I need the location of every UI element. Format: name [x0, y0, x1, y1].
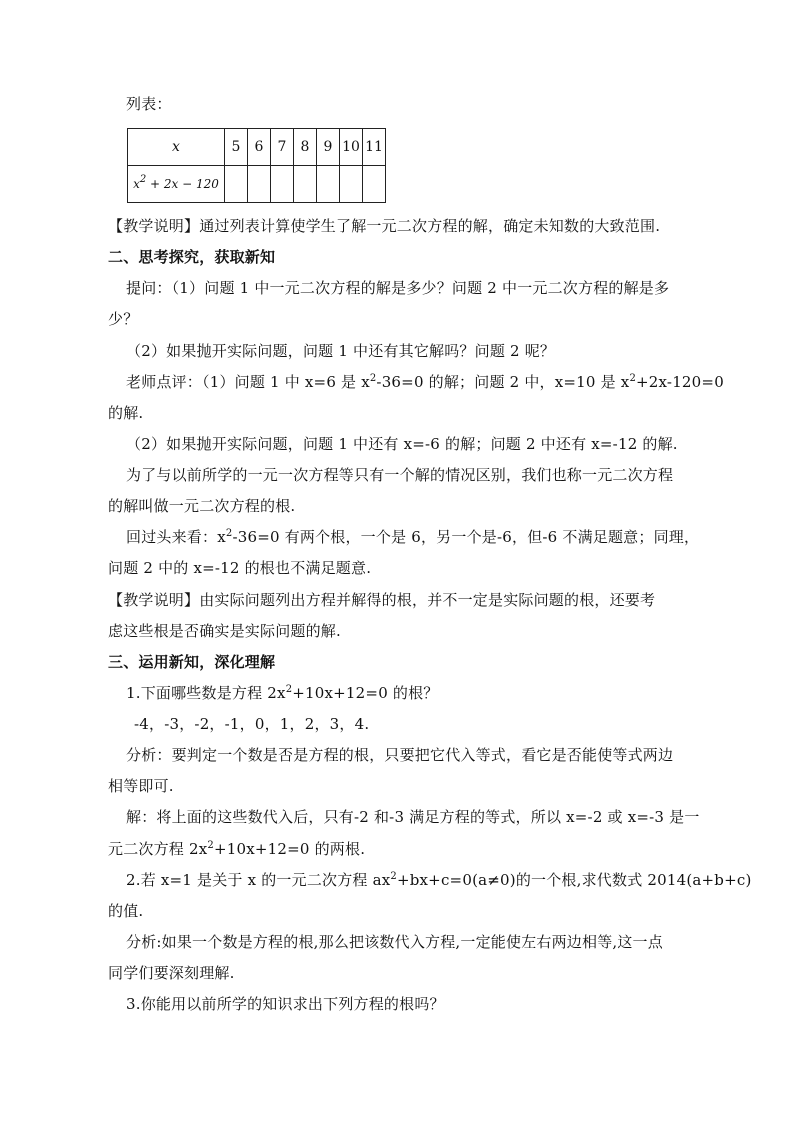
table-header-expression: $x^2 + 2x - 120$: [128, 166, 225, 203]
analysis-2: 分析:如果一个数是方程的根,那么把该数代入方程,一定能使左右两边相等,这一点: [126, 933, 663, 951]
paragraph: 老师点评：（1）问题 1 中 x=6 是 $x^2-36=0$ 的解；问题 2 中，x=10 是 $x^2+2x-120=0$: [126, 373, 724, 391]
question-1: 1.下面哪些数是方程 $2x^2+10x+12=0$ 的根？: [126, 684, 439, 702]
value-table: [127, 128, 386, 203]
table-cell-empty: [225, 166, 248, 203]
analysis-1: 相等即可.: [108, 777, 174, 795]
paragraph: 问题 2 中的 x=-12 的根也不满足题意.: [108, 559, 372, 577]
table-cell-empty: [317, 166, 340, 203]
table-cell-empty: [248, 166, 271, 203]
question-3: 3.你能用以前所学的知识求出下列方程的根吗？: [126, 995, 445, 1013]
question-1-numbers: -4，-3，-2，-1，0，1，2，3，4.: [134, 715, 370, 733]
solution-1: 元二次方程 $2x^2+10x+12=0$ 的两根.: [108, 840, 366, 858]
teaching-note-2: 【教学说明】由实际问题列出方程并解得的根，并不一定是实际问题的根，还要考: [108, 591, 656, 609]
analysis-2: 同学们要深刻理解.: [108, 964, 235, 982]
table-cell-empty: [294, 166, 317, 203]
question-2: 2.若 x=1 是关于 x 的一元二次方程 $ax^2+bx+c=0(a\ne 0)$的一个根,求代数式 2014(a+b+c): [126, 871, 752, 889]
teaching-note-2: 虑这些根是否确实是实际问题的解.: [108, 622, 341, 640]
paragraph: （2）如果抛开实际问题，问题 1 中还有 x=-6 的解；问题 2 中还有 x=-12 的解.: [126, 435, 678, 453]
paragraph: 回过头来看：$x^2-36=0$ 有两个根，一个是 6，另一个是-6，但-6 不满足题意；同理，: [126, 528, 700, 546]
paragraph: （2）如果抛开实际问题，问题 1 中还有其它解吗？问题 2 呢？: [126, 342, 556, 360]
table-cell: 8: [294, 129, 317, 166]
table-cell-empty: [363, 166, 386, 203]
teaching-note-1: 【教学说明】通过列表计算使学生了解一元二次方程的解，确定未知数的大致范围.: [108, 217, 661, 235]
solution-1: 解：将上面的这些数代入后，只有-2 和-3 满足方程的等式，所以 x=-2 或 x=-3 是一: [126, 808, 700, 826]
table-row: [128, 166, 386, 203]
table-cell-empty: [271, 166, 294, 203]
table-cell: 11: [363, 129, 386, 166]
table-cell-empty: [340, 166, 363, 203]
table-header-x: x: [128, 129, 225, 166]
table-row: [128, 129, 386, 166]
question-2: 的值.: [108, 902, 144, 920]
section-heading-2: 二、思考探究，获取新知: [108, 248, 276, 266]
table-intro: 列表：: [126, 95, 172, 113]
table-cell: 5: [225, 129, 248, 166]
analysis-1: 分析：要判定一个数是否是方程的根，只要把它代入等式，看它是否能使等式两边: [126, 746, 674, 764]
paragraph: 少？: [108, 310, 139, 328]
paragraph: 的解.: [108, 404, 144, 422]
table-cell: 6: [248, 129, 271, 166]
table-cell: 7: [271, 129, 294, 166]
paragraph: 提问：（1）问题 1 中一元二次方程的解是多少？问题 2 中一元二次方程的解是多: [126, 279, 670, 297]
table-cell: 10: [340, 129, 363, 166]
section-heading-3: 三、运用新知，深化理解: [108, 653, 276, 671]
table-cell: 9: [317, 129, 340, 166]
paragraph: 为了与以前所学的一元一次方程等只有一个解的情况区别，我们也称一元二次方程: [126, 466, 674, 484]
paragraph: 的解叫做一元二次方程的根.: [108, 497, 296, 515]
